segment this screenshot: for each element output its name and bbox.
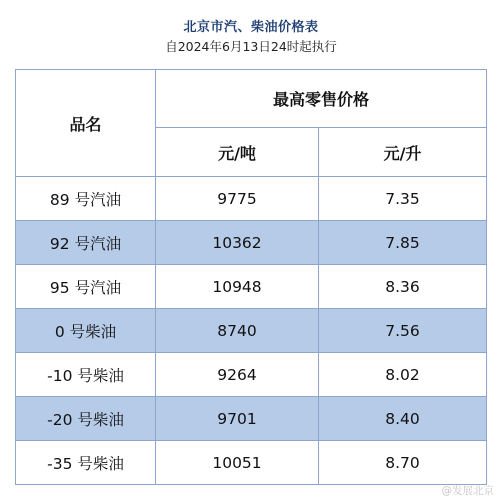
table-row <box>16 177 487 221</box>
fuel-name-cell: -20 号柴油 <box>16 397 156 441</box>
price-per-ton-cell: 10362 <box>156 221 319 265</box>
price-per-liter-cell: 7.56 <box>319 309 487 353</box>
table-header-row <box>16 70 487 128</box>
price-column-header: 最高零售价格 <box>156 70 487 128</box>
price-per-liter-cell: 8.02 <box>319 353 487 397</box>
unit-ton-label: 元/吨 <box>218 143 256 163</box>
price-per-ton-cell: 9775 <box>156 177 319 221</box>
price-per-liter-cell: 8.40 <box>319 397 487 441</box>
table-row <box>16 309 487 353</box>
price-per-ton-cell: 9701 <box>156 397 319 441</box>
effective-date: 自2024年6月13日24时起执行 <box>165 39 337 54</box>
name-column-header: 品名 <box>16 70 156 177</box>
price-per-liter-cell: 8.36 <box>319 265 487 309</box>
price-per-liter-cell: 8.70 <box>319 441 487 485</box>
fuel-name-cell: 92 号汽油 <box>16 221 156 265</box>
price-per-liter-cell: 7.35 <box>319 177 487 221</box>
price-per-ton-cell: 10051 <box>156 441 319 485</box>
price-per-ton-cell: 8740 <box>156 309 319 353</box>
fuel-name-cell: 89 号汽油 <box>16 177 156 221</box>
unit-ton-header <box>156 128 319 177</box>
price-table <box>15 69 487 485</box>
fuel-name-cell: 0 号柴油 <box>16 309 156 353</box>
table-row <box>16 265 487 309</box>
price-per-ton-cell: 10948 <box>156 265 319 309</box>
table-row <box>16 353 487 397</box>
table-row <box>16 397 487 441</box>
fuel-name-cell: -10 号柴油 <box>16 353 156 397</box>
price-per-liter-cell: 7.85 <box>319 221 487 265</box>
unit-liter-label: 元/升 <box>383 143 422 163</box>
page-title: 北京市汽、柴油价格表 <box>183 20 319 35</box>
table-row <box>16 221 487 265</box>
watermark: @发展北京 <box>441 485 494 497</box>
fuel-name-cell: 95 号汽油 <box>16 265 156 309</box>
price-per-ton-cell: 9264 <box>156 353 319 397</box>
table-row <box>16 441 487 485</box>
unit-liter-header <box>319 128 487 177</box>
fuel-name-cell: -35 号柴油 <box>16 441 156 485</box>
